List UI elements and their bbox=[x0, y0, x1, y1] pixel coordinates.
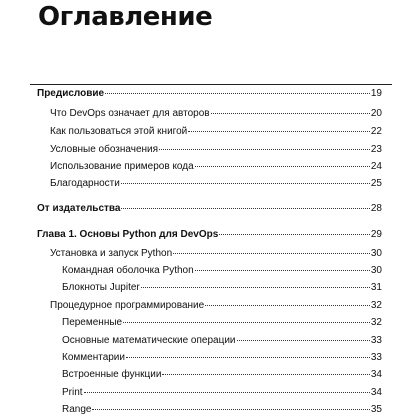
toc-entry-page: 25 bbox=[370, 178, 382, 189]
toc-entry-text: Блокноты Jupiter bbox=[62, 282, 140, 293]
page-title: Оглавление bbox=[38, 2, 213, 32]
toc-entry-text: Глава 1. Основы Python для DevOps bbox=[37, 229, 219, 240]
toc-entry[interactable] bbox=[62, 282, 382, 294]
header-rule bbox=[30, 84, 392, 85]
toc-leader-dots bbox=[92, 409, 369, 410]
toc-leader-dots bbox=[195, 270, 370, 271]
toc-entry[interactable] bbox=[50, 300, 382, 312]
toc-entry[interactable] bbox=[62, 352, 382, 364]
toc-leader-dots bbox=[159, 149, 370, 150]
toc-entry-text: От издательства bbox=[37, 203, 121, 214]
toc-entry[interactable] bbox=[62, 404, 382, 416]
toc-entry-page: 32 bbox=[370, 317, 382, 328]
toc-leader-dots bbox=[121, 208, 369, 209]
toc-entry-text: Благодарности bbox=[50, 178, 120, 189]
toc-leader-dots bbox=[205, 305, 370, 306]
toc-entry-page: 33 bbox=[370, 335, 382, 346]
toc-entry-page: 30 bbox=[370, 265, 382, 276]
toc-entry-page: 31 bbox=[370, 282, 382, 293]
toc-leader-dots bbox=[123, 322, 370, 323]
toc-entry[interactable] bbox=[62, 369, 382, 381]
toc-entry-text: Print bbox=[62, 387, 83, 398]
toc-entry-page: 29 bbox=[370, 229, 382, 240]
toc-leader-dots bbox=[84, 392, 370, 393]
toc-leader-dots bbox=[162, 374, 369, 375]
toc-entry-page: 20 bbox=[370, 108, 382, 119]
toc-entry[interactable] bbox=[50, 144, 382, 156]
toc-leader-dots bbox=[105, 93, 370, 94]
toc-leader-dots bbox=[173, 253, 370, 254]
toc-entry[interactable] bbox=[62, 387, 382, 399]
toc-entry-text: Процедурное программирование bbox=[50, 300, 205, 311]
toc-entry[interactable] bbox=[50, 161, 382, 173]
toc-entry-page: 22 bbox=[370, 126, 382, 137]
toc-leader-dots bbox=[219, 234, 370, 235]
toc-entry-page: 35 bbox=[370, 404, 382, 415]
toc-entry-page: 34 bbox=[370, 387, 382, 398]
toc-entry[interactable] bbox=[50, 178, 382, 190]
toc-entry-page: 28 bbox=[370, 203, 382, 214]
toc-leader-dots bbox=[126, 357, 370, 358]
toc-entry-text: Как пользоваться этой книгой bbox=[50, 126, 188, 137]
toc-entry-page: 33 bbox=[370, 352, 382, 363]
toc-leader-dots bbox=[121, 183, 370, 184]
toc-leader-dots bbox=[188, 131, 370, 132]
toc-entry[interactable] bbox=[62, 317, 382, 329]
toc-leader-dots bbox=[237, 340, 370, 341]
toc-entry-text: Комментарии bbox=[62, 352, 125, 363]
toc-entry-text: Командная оболочка Python bbox=[62, 265, 194, 276]
toc-leader-dots bbox=[141, 287, 370, 288]
toc-entry-page: 30 bbox=[370, 248, 382, 259]
toc-entry-text: Установка и запуск Python bbox=[50, 248, 173, 259]
toc-entry-page: 24 bbox=[370, 161, 382, 172]
toc-entry-text: Условные обозначения bbox=[50, 144, 159, 155]
toc-entry[interactable] bbox=[50, 248, 382, 260]
toc-entry[interactable] bbox=[62, 335, 382, 347]
toc-entry-text: Основные математические операции bbox=[62, 335, 236, 346]
toc-entry-text: Что DevOps означает для авторов bbox=[50, 108, 210, 119]
toc-entry-page: 32 bbox=[370, 300, 382, 311]
toc-entry-text: Предисловие bbox=[37, 88, 105, 99]
toc-entry-text: Range bbox=[62, 404, 92, 415]
toc-entry-page: 23 bbox=[370, 144, 382, 155]
toc-entry-text: Переменные bbox=[62, 317, 123, 328]
toc-leader-dots bbox=[211, 113, 370, 114]
toc-entry-page: 34 bbox=[370, 369, 382, 380]
toc-entry-text: Использование примеров кода bbox=[50, 161, 194, 172]
toc-entry[interactable] bbox=[37, 229, 382, 241]
toc-leader-dots bbox=[195, 166, 370, 167]
toc-entry[interactable] bbox=[37, 88, 382, 100]
toc-entry[interactable] bbox=[37, 203, 382, 215]
toc-entry[interactable] bbox=[50, 126, 382, 138]
toc-entry-page: 19 bbox=[370, 88, 382, 99]
toc-entry[interactable] bbox=[62, 265, 382, 277]
toc-entry[interactable] bbox=[50, 108, 382, 120]
toc-entry-text: Встроенные функции bbox=[62, 369, 162, 380]
